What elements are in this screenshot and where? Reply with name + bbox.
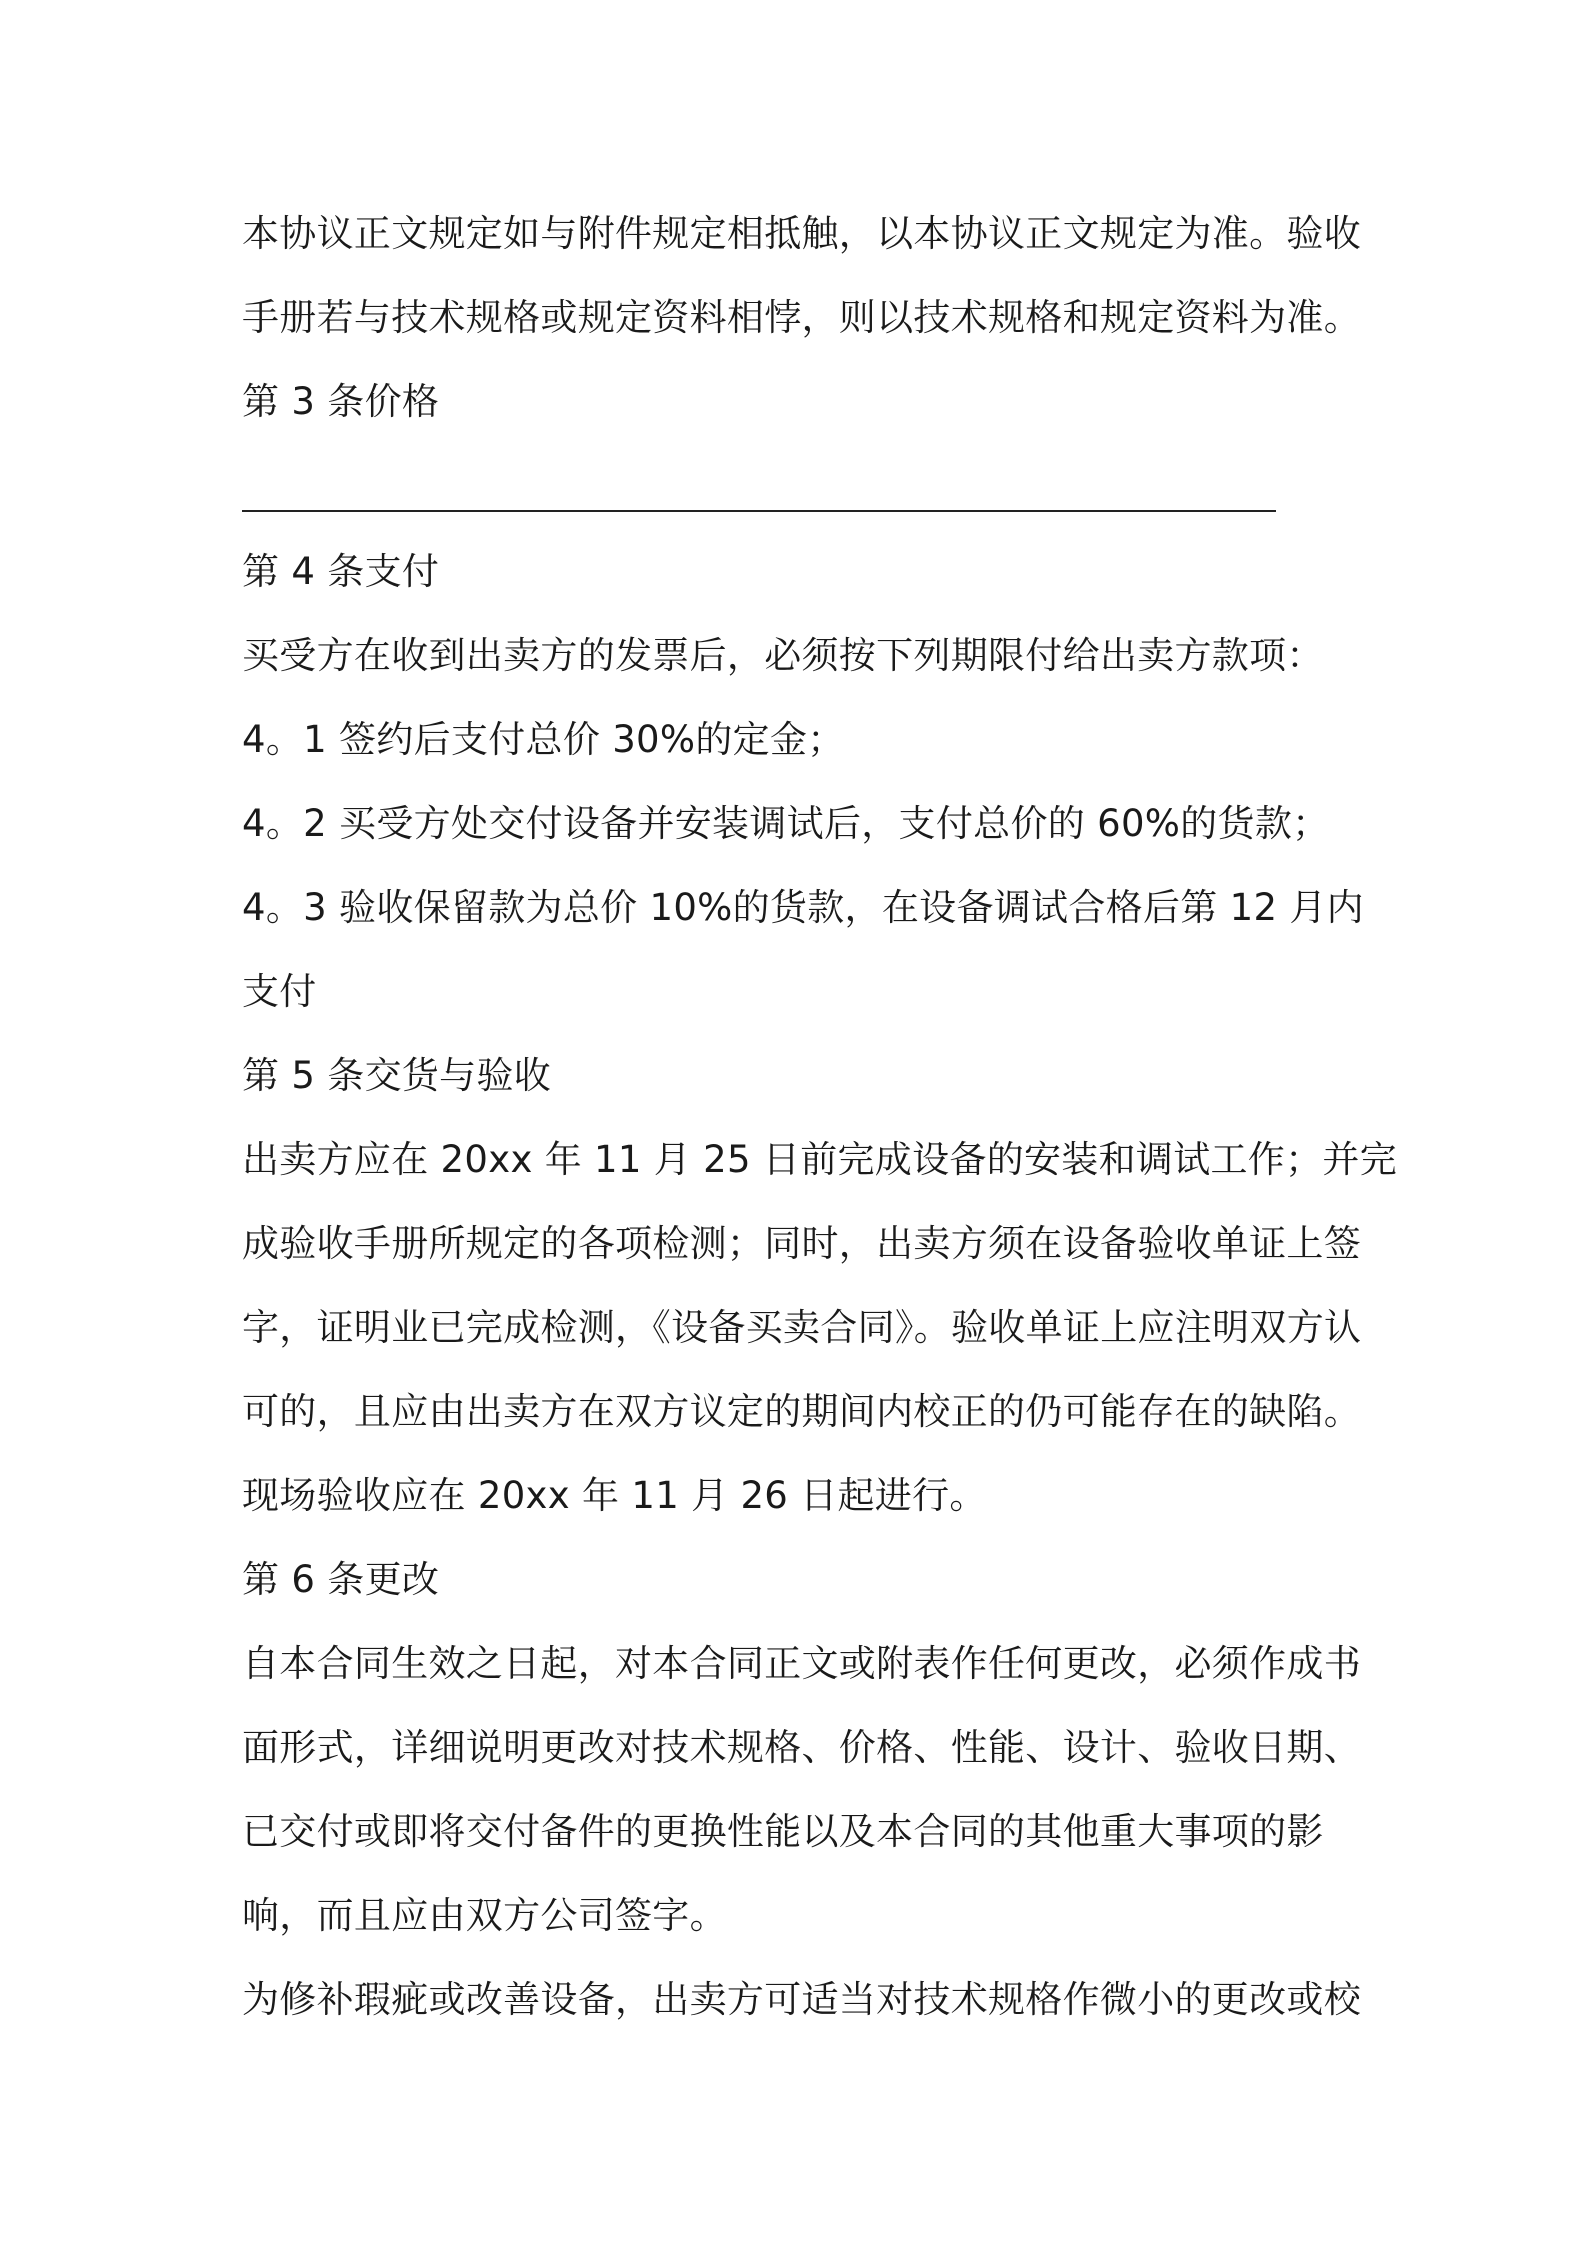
section-heading-price: 第 3 条价格 bbox=[242, 380, 440, 423]
text-line: 买受方在收到出卖方的发票后，必须按下列期限付给出卖方款项： bbox=[242, 634, 1324, 677]
text-line: 响，而且应由双方公司签字。 bbox=[242, 1894, 727, 1937]
text-line: 支付 bbox=[242, 970, 317, 1013]
text-line: 为修补瑕疵或改善设备，出卖方可适当对技术规格作微小的更改或校 bbox=[242, 1978, 1361, 2021]
section-heading-payment: 第 4 条支付 bbox=[242, 550, 440, 593]
blank-space bbox=[242, 444, 1362, 510]
text-line: 可的，且应由出卖方在双方议定的期间内校正的仍可能存在的缺陷。 bbox=[242, 1390, 1361, 1433]
text-line: 现场验收应在 20xx 年 11 月 26 日起进行。 bbox=[242, 1474, 987, 1517]
text-line: 手册若与技术规格或规定资料相悖，则以技术规格和规定资料为准。 bbox=[242, 296, 1361, 339]
text-line: 出卖方应在 20xx 年 11 月 25 日前完成设备的安装和调试工作；并完 bbox=[242, 1138, 1398, 1181]
section-heading-changes: 第 6 条更改 bbox=[242, 1558, 440, 1601]
text-line: 字，证明业已完成检测，《设备买卖合同》。验收单证上应注明双方认 bbox=[242, 1306, 1362, 1349]
text-line: 自本合同生效之日起，对本合同正文或附表作任何更改，必须作成书 bbox=[242, 1642, 1361, 1685]
document-page bbox=[242, 192, 1398, 2042]
text-line: 本协议正文规定如与附件规定相抵触，以本协议正文规定为准。验收 bbox=[242, 212, 1361, 255]
text-line: 4。1 签约后支付总价 30%的定金； bbox=[242, 718, 845, 761]
text-line: 4。3 验收保留款为总价 10%的货款，在设备调试合格后第 12 月内 bbox=[242, 886, 1364, 929]
text-line: 4。2 买受方处交付设备并安装调试后，支付总价的 60%的货款； bbox=[242, 802, 1330, 845]
section-heading-delivery: 第 5 条交货与验收 bbox=[242, 1054, 552, 1097]
text-line: 面形式，详细说明更改对技术规格、价格、性能、设计、验收日期、 bbox=[242, 1726, 1361, 1769]
text-line: 成验收手册所规定的各项检测；同时，出卖方须在设备验收单证上签 bbox=[242, 1222, 1361, 1265]
horizontal-rule bbox=[242, 510, 1276, 512]
text-line: 已交付或即将交付备件的更换性能以及本合同的其他重大事项的影 bbox=[242, 1810, 1324, 1853]
